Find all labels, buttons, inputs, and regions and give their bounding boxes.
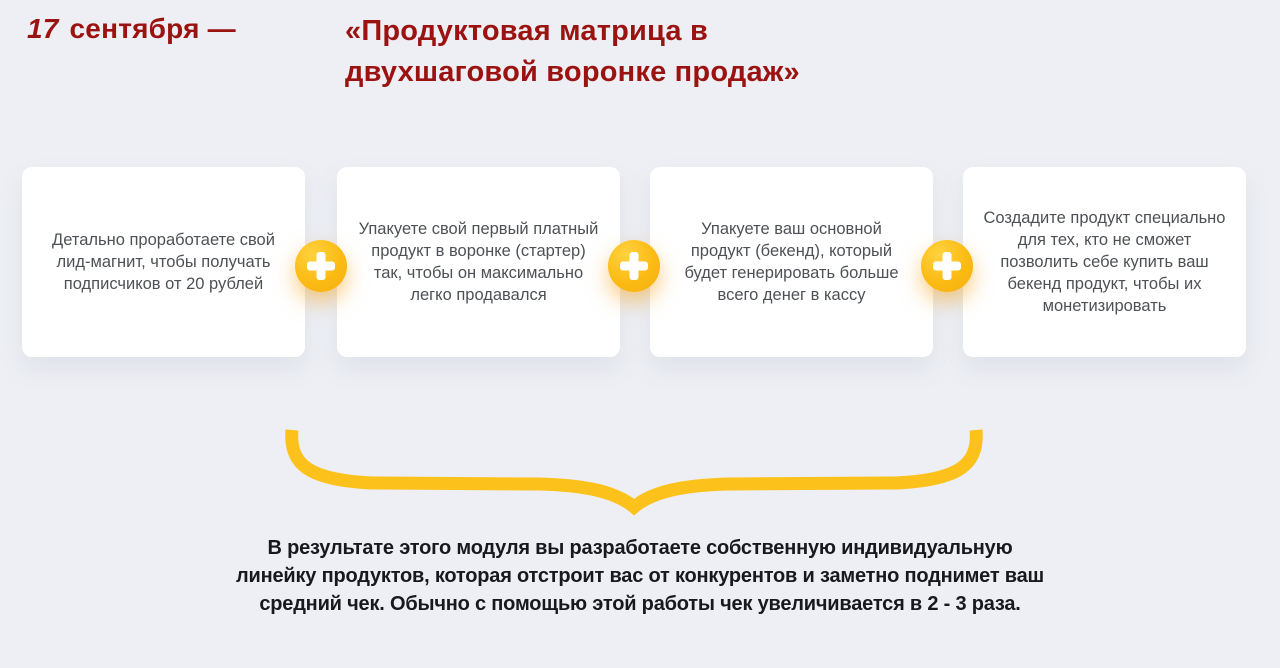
curly-brace-icon xyxy=(270,418,1000,528)
page-title: «Продуктовая матрица в двухшаговой воронке продаж» xyxy=(345,15,800,88)
step-card-2-text: Упакуете свой первый платный продукт в воронке (стартер) так, чтобы он максимально легко продавался xyxy=(358,219,599,305)
step-card-1 xyxy=(22,167,305,357)
step-card-1-text: Детально проработаете свой лид-магнит, чтобы получать подписчиков от 20 рублей xyxy=(52,230,275,294)
step-card-4-text: Создадите продукт специально для тех, кто не сможет позволить себе купить ваш бекенд продукт, чтобы их монетизировать xyxy=(983,208,1226,316)
step-card-3 xyxy=(650,167,933,357)
step-card-3-text: Упакуете ваш основной продукт (бекенд), который будет генерировать больше всего денег в кассу xyxy=(684,219,899,305)
plus-icon xyxy=(921,240,973,292)
plus-icon xyxy=(295,240,347,292)
result-summary: В результате этого модуля вы разработаете собственную индивидуальную линейку продуктов, которая отстроит вас от конкурентов и заметно поднимет ваш средний чек. Обычно с помощью этой работы чек увеличивается в 2 - 3 раза. xyxy=(235,537,1045,615)
plus-connector-3 xyxy=(921,240,973,292)
session-date xyxy=(27,13,236,45)
session-date-text: сентября — xyxy=(69,13,236,44)
step-card-2 xyxy=(337,167,620,357)
plus-icon xyxy=(608,240,660,292)
plus-connector-1 xyxy=(295,240,347,292)
session-date-number: 17 xyxy=(27,13,59,44)
step-card-4 xyxy=(963,167,1246,357)
plus-connector-2 xyxy=(608,240,660,292)
